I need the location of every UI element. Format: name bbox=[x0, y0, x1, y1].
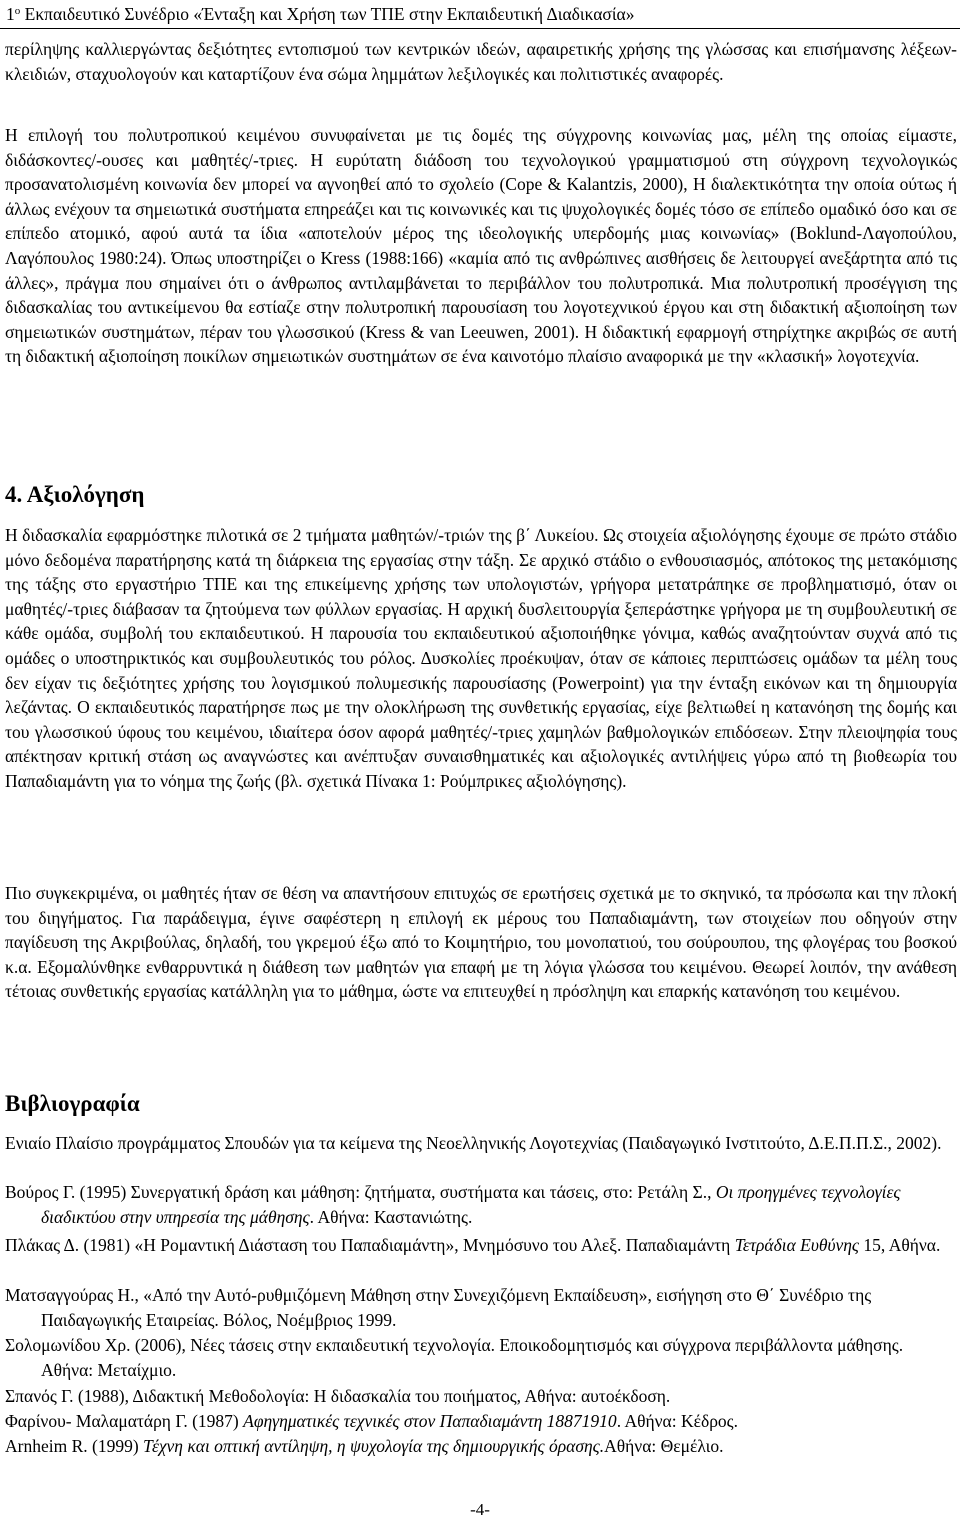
paragraph-intro-continuation: περίληψης καλλιεργώντας δεξιότητες εντοπισμού των κεντρικών ιδεών, αφαιρετικής χρήσης της γλώσσας και επισήμανσης λέξεων-κλειδιών, σταχυολογούν και καταρτίζουν ένα σώμα λημμάτων λεξιλογικές και πολιτιστικές αναφορές. bbox=[5, 39, 957, 84]
header-ordinal: 1 bbox=[6, 4, 15, 24]
bibliography-entry: Arnheim R. (1999) Τέχνη και οπτική αντίληψη, η ψυχολογία της δημιουργικής όρασης.Αθήνα: Θεμέλιο. bbox=[5, 1436, 724, 1456]
bibliography-entry: Πλάκας Δ. (1981) «Η Ρομαντική Διάσταση του Παπαδιαμάντη», Μνημόσυνο του Αλεξ. Παπαδιαμάντη Τετράδια Ευθύνης 15, Αθήνα. bbox=[5, 1235, 941, 1255]
bibliography-entry: Βούρος Γ. (1995) Συνεργατική δράση και μάθηση: ζητήματα, συστήματα και τάσεις, στο: Ρετάλη Σ., Οι προηγμένες τεχνολογίες διαδικτύου στην υπηρεσία της μάθησης. Αθήνα: Καστανιώτης. bbox=[5, 1182, 901, 1227]
header-title: Εκπαιδευτικό Συνέδριο «Ένταξη και Χρήση των ΤΠΕ στην Εκπαιδευτική Διαδικασία» bbox=[20, 4, 635, 24]
header-divider bbox=[0, 28, 960, 29]
paragraph-multimodal-text: Η επιλογή του πολυτροπικού κειμένου συνυφαίνεται με τις δομές της σύγχρονης κοινωνίας μας, μέλη της οποίας είμαστε, διδάσκοντες/-ουσες και μαθητές/-τριες. Η ευρύτατη διάδοση του τεχνολογικού γραμματισμού στη σύγχρονη τεχνολογικώς προσανατολισμένη κοινωνία δεν μπορεί να αγνοηθεί από το σχολείο (Cope & Kalantzis, 2000), Η διαλεκτικότητα την οποία ούτως ή άλλως ενέχουν τα σημειωτικά συστήματα επηρεάζει και τις κοινωνικές και τις ψυχολογικές δομές τόσο σε επίπεδο ομαδικό όσο και σε επίπεδο ατομικό, αφού αυτά τα ίδια «αποτελούν μέρος της ιδεολογικής υπερδομής μιας κοινωνίας» (Boklund-Λαγοπούλου, Λαγόπουλος 1980:24). Όπως υποστηρίζει ο Kress (1988:166) «καμία από τις ανθρώπινες αισθήσεις δε λειτουργεί ανεξάρτητα από τις άλλες», πράγμα που σημαίνει ότι ο άνθρωπος αντιλαμβάνεται το περιβάλλον του πολυτροπικά. Μια πολυτροπική προσέγγιση της διδασκαλίας του αντικείμενου θα εστίαζε στην πολυτροπική παρουσίαση του λογοτεχνικού έργου και στη διδακτική αξιοποίηση των σημειωτικών συστημάτων, πέραν του γλωσσικού (Kress & van Leeuwen, 2001). Η διδακτική εφαρμογή στηρίχτηκε ακριβώς σε αυτή τη διδακτική αξιοποίηση ποικίλων σημειωτικών συστημάτων σε ένα καινοτόμο πλαίσιο αναφορικά με την «κλασική» λογοτεχνία. bbox=[5, 125, 957, 367]
bibliography-entry: Σπανός Γ. (1988), Διδακτική Μεθοδολογία: Η διδασκαλία του ποιήματος, Αθήνα: αυτοέκδοση. bbox=[5, 1386, 671, 1406]
paragraph-evaluation: Η διδασκαλία εφαρμόστηκε πιλοτικά σε 2 τμήματα μαθητών/-τριών της β΄ Λυκείου. Ως στοιχεία αξιολόγησης έχουμε σε πρώτο στάδιο μόνο δεδομένα παρατήρησης κατά τη διάρκεια της εργασίας στην τάξη. Σε αρχικό στάδιο ο ενθουσιασμός, απότοκος της μετακόμισης της τάξης στο εργαστήριο ΤΠΕ και της επικείμενης χρήσης των υπολογιστών, γρήγορα μετατράπηκε σε προβληματισμό, όταν οι μαθητές/-τριες διάβασαν τα ζητούμενα των φύλλων εργασίας. Η αρχική δυσλειτουργία ξεπεράστηκε γρήγορα με τη συμβουλευτική σε κάθε ομάδα, συμβολή του εκπαιδευτικού. Η παρουσία του εκπαιδευτικού αξιοποιήθηκε γόνιμα, καθώς αναζητούνταν συχνά από τις ομάδες ο υποστηρικτικός και συμβουλευτικός του ρόλος. Δυσκολίες προέκυψαν, όταν σε κάποιες περιπτώσεις ομάδων τα μέλη τους δεν είχαν τις δεξιότητες χρήσης του λογισμικού πολυμεσικής παρουσίασης (Powerpoint) για την ένταξη εικόνων και τη δημιουργία λεζάντας. Ο εκπαιδευτικός παρατήρησε πως με την ολοκλήρωση της συνθετικής εργασίας, είχε βελτιωθεί η κατανόηση της δομής και του γλωσσικού ύφους του κειμένου, ιδιαίτερα όσον αφορά μαθητές/-τριες χαμηλών βαθμολογικών επιδόσεων. Στην πλειοψηφία τους απέκτησαν κριτική στάση ως αναγνώστες και ανέπτυξαν συναισθηματικές και αξιολογικές αντιλήψεις γύρω από τη βιοθεωρία του Παπαδιαμάντη για το νόημα της ζωής (βλ. σχετικά Πίνακα 1: Ρούμπρικες αξιολόγησης). bbox=[5, 525, 957, 791]
page-number: -4- bbox=[470, 1500, 490, 1519]
bibliography-entry: Φαρίνου- Μαλαματάρη Γ. (1987) Αφηγηματικές τεχνικές στον Παπαδιαμάντη 18871910. Αθήνα: Κέδρος. bbox=[5, 1411, 738, 1431]
bibliography-heading: Βιβλιογραφία bbox=[5, 1091, 140, 1116]
bibliography-entry: Σολομωνίδου Χρ. (2006), Νέες τάσεις στην εκπαιδευτική τεχνολογία. Εποικοδομητισμός και σύγχρονα περιβάλλοντα μάθησης. Αθήνα: Μεταίχμιο. bbox=[5, 1335, 904, 1380]
section-heading-evaluation: 4. Αξιολόγηση bbox=[5, 482, 145, 507]
running-header bbox=[6, 0, 634, 25]
bibliography-entry: Ενιαίο Πλαίσιο προγράμματος Σπουδών για τα κείμενα της Νεοελληνικής Λογοτεχνίας (Παιδαγωγικό Ινστιτούτο, Δ.Ε.Π.Π.Σ., 2002). bbox=[5, 1133, 942, 1153]
paragraph-specifics: Πιο συγκεκριμένα, οι μαθητές ήταν σε θέση να απαντήσουν επιτυχώς σε ερωτήσεις σχετικά με το σκηνικό, τα πρόσωπα και την πλοκή του διηγήματος. Για παράδειγμα, έγινε σαφέστερη η επιλογή εκ μέρους του Παπαδιαμάντη, των στοιχείων που οδηγούν στην παγίδευση της Ακριβούλας, δηλαδή, του γκρεμού έξω από το Κοιμητήριο, του μονοπατιού, του σούρουπου, της φλογέρας του βοσκού κ.α. Εξομαλύνθηκε ενθαρρυντικά η διάθεση των μαθητών για επαφή με τη λόγια γλώσσα του κειμένου. Θεωρεί λοιπόν, την ανάθεση τέτοιας συνθετικής εργασίας κατάλληλη για το μάθημα, ώστε να επιτευχθεί η πρόσληψη και επαρκής κατανόηση του κειμένου. bbox=[5, 883, 957, 1002]
header-ordinal-suffix: ο bbox=[14, 5, 21, 17]
bibliography-entry: Ματσαγγούρας Η., «Από την Αυτό-ρυθμιζόμενη Μάθηση στην Συνεχιζόμενη Εκπαίδευση», εισήγηση στο Θ΄ Συνέδριο της Παιδαγωγικής Εταιρείας. Βόλος, Νοέμβριος 1999. bbox=[5, 1285, 872, 1330]
